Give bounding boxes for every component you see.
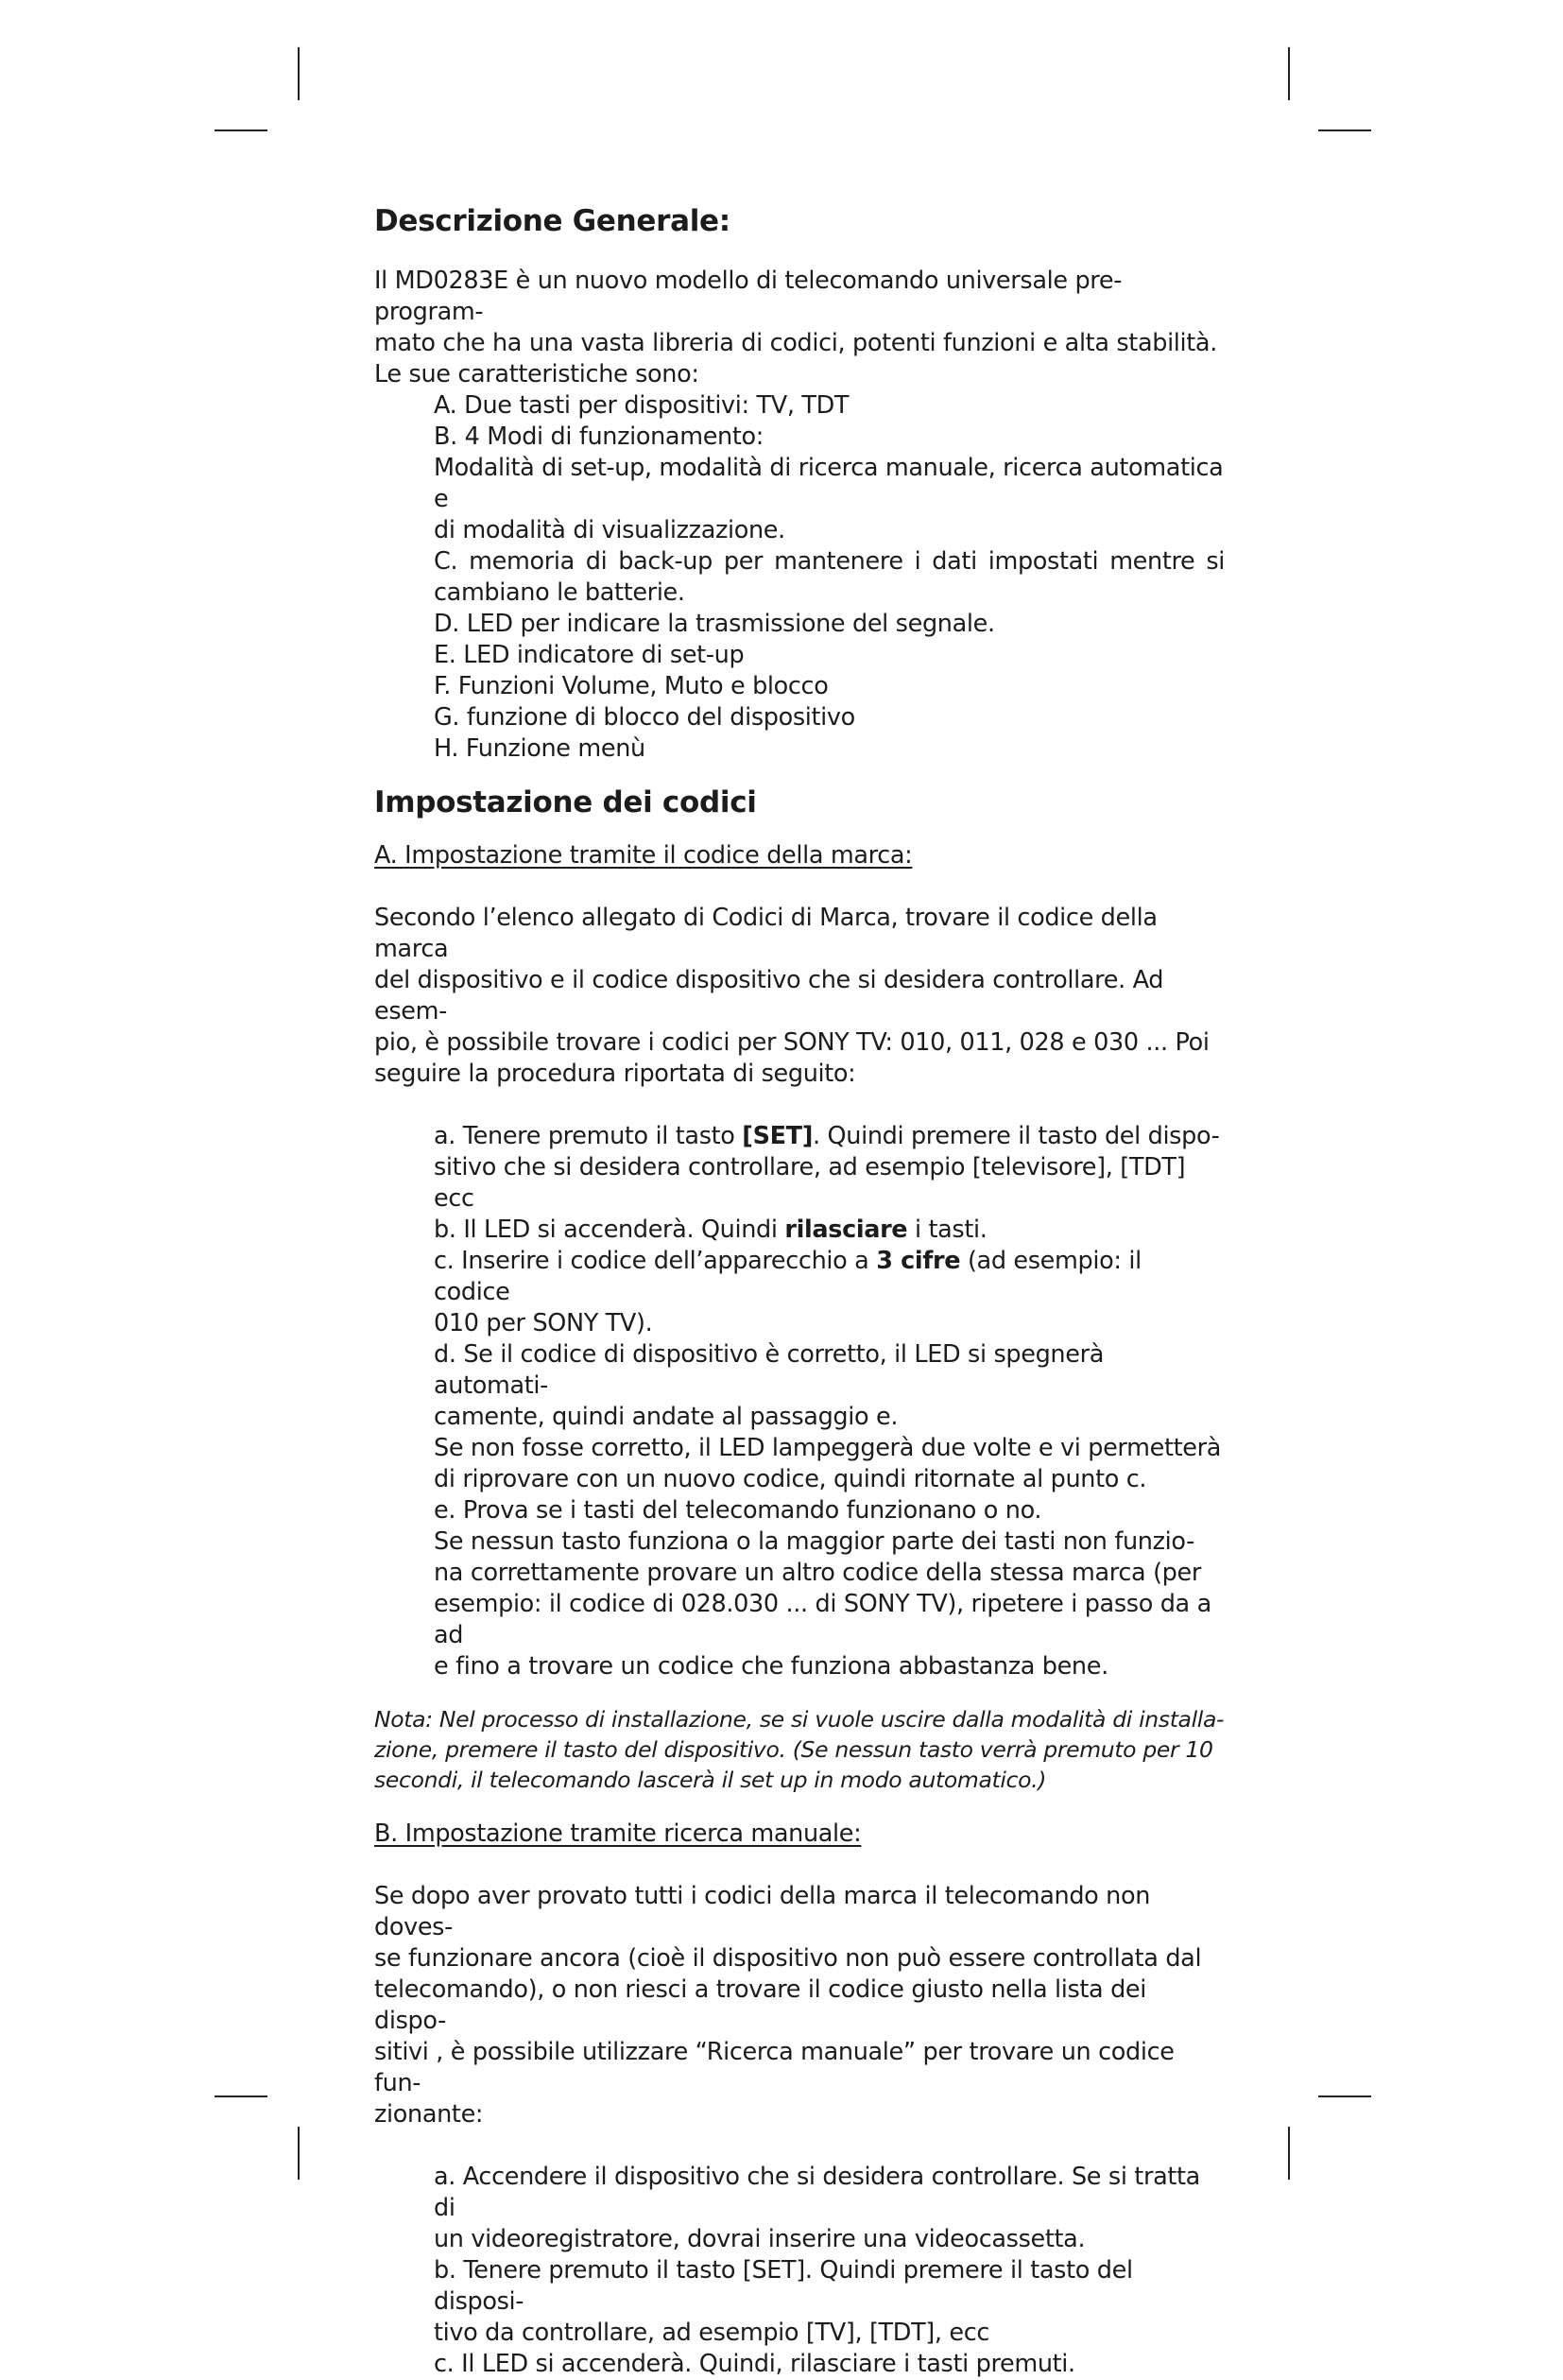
manual-search-intro	[374, 1881, 1225, 2130]
crop-mark	[215, 129, 267, 131]
step-line: a. Accendere il dispositivo che si desidera controllare. Se si tratta di	[434, 2163, 1200, 2222]
text-line: Se dopo aver provato tutti i codici della marca il telecomando non doves-	[374, 1882, 1151, 1941]
brand-code-intro	[374, 903, 1225, 1090]
set-key-label: [SET]	[742, 1122, 814, 1150]
step-line: un videoregistratore, dovrai inserire una videocassetta.	[434, 2225, 1086, 2253]
text-line: Il MD0283E è un nuovo modello di telecomando universale pre-program-	[374, 267, 1123, 326]
crop-mark	[1318, 2095, 1371, 2097]
subsection-title-manual-search: B. Impostazione tramite ricerca manuale:	[374, 1819, 862, 1848]
step-line: na correttamente provare un altro codice della stessa marca (per	[434, 1559, 1201, 1587]
crop-mark	[298, 2127, 300, 2180]
feature-item: di modalità di visualizzazione.	[434, 516, 785, 544]
feature-item: D. LED per indicare la trasmissione del segnale.	[434, 610, 995, 638]
note-line: Nota: Nel processo di installazione, se si vuole uscire dalla modalità di installa-	[374, 1706, 1225, 1733]
step-line: a. Tenere premuto il tasto [SET]. Quindi premere il tasto del dispo-	[434, 1122, 1220, 1150]
crop-mark	[298, 47, 300, 100]
feature-list	[374, 390, 1225, 765]
page-content	[374, 200, 1225, 2380]
step-line: Se non fosse corretto, il LED lampeggerà due volte e vi permetterà	[434, 1434, 1221, 1462]
feature-item: E. LED indicatore di set-up	[434, 641, 745, 669]
step-line: c. Il LED si accenderà. Quindi, rilasciare i tasti premuti.	[434, 2350, 1075, 2378]
step-line: e. Prova se i tasti del telecomando funzionano o no.	[434, 1496, 1042, 1525]
crop-mark	[1288, 2127, 1290, 2180]
text-line: mato che ha una vasta libreria di codici, potenti funzioni e alta stabilità.	[374, 329, 1217, 357]
note-line: secondi, il telecomando lascerà il set up in modo automatico.)	[374, 1767, 1047, 1793]
text-line: del dispositivo e il codice dispositivo che si desidera controllare. Ad esem-	[374, 966, 1164, 1026]
feature-item: C. memoria di back-up per mantenere i dati impostati mentre si	[434, 547, 1225, 576]
step-line: tivo da controllare, ad esempio [TV], [TDT], ecc	[434, 2319, 990, 2347]
feature-item: G. funzione di blocco del dispositivo	[434, 703, 855, 732]
step-line: Se nessun tasto funziona o la maggior parte dei tasti non funzio-	[434, 1527, 1194, 1556]
step-line: di riprovare con un nuovo codice, quindi ritornate al punto c.	[434, 1465, 1147, 1493]
step-line: sitivo che si desidera controllare, ad esempio [televisore], [TDT] ecc	[434, 1153, 1186, 1213]
step-line: 010 per SONY TV).	[434, 1309, 653, 1337]
brand-code-steps	[374, 1121, 1225, 1682]
feature-item: H. Funzione menù	[434, 734, 645, 763]
feature-item: A. Due tasti per dispositivi: TV, TDT	[434, 391, 850, 420]
manual-search-steps	[374, 2162, 1225, 2380]
text-line: Le sue caratteristiche sono:	[374, 360, 699, 388]
step-line: e fino a trovare un codice che funziona abbastanza bene.	[434, 1652, 1108, 1681]
crop-mark	[1288, 47, 1290, 100]
text-line: seguire la procedura riportata di seguito:	[374, 1060, 856, 1088]
installation-note	[374, 1704, 1225, 1795]
feature-item: F. Funzioni Volume, Muto e blocco	[434, 672, 829, 700]
text-line: Secondo l’elenco allegato di Codici di Marca, trovare il codice della marca	[374, 904, 1158, 963]
feature-item: B. 4 Modi di funzionamento:	[434, 423, 764, 451]
step-line: b. Il LED si accenderà. Quindi rilasciare i tasti.	[434, 1216, 988, 1244]
note-line: zione, premere il tasto del dispositivo. (Se nessun tasto verrà premuto per 10	[374, 1736, 1213, 1763]
section-heading-general: Descrizione Generale:	[374, 204, 730, 238]
crop-mark	[1318, 129, 1371, 131]
text-line: pio, è possibile trovare i codici per SONY TV: 010, 011, 028 e 030 ... Poi	[374, 1028, 1210, 1057]
step-line: d. Se il codice di dispositivo è corretto, il LED si spegnerà automati-	[434, 1340, 1104, 1400]
text-line: se funzionare ancora (cioè il dispositivo non può essere controllata dal	[374, 1944, 1202, 1973]
step-line: esempio: il codice di 028.030 ... di SONY TV), ripetere i passo da a ad	[434, 1590, 1211, 1649]
feature-item: Modalità di set-up, modalità di ricerca manuale, ricerca automatica e	[434, 454, 1224, 513]
general-intro	[374, 266, 1225, 390]
text-line: telecomando), o non riesci a trovare il codice giusto nella lista dei dispo-	[374, 1975, 1146, 2035]
feature-item: cambiano le batterie.	[434, 578, 685, 607]
step-line: c. Inserire i codice dell’apparecchio a 3 cifre (ad esempio: il codice	[434, 1247, 1142, 1306]
section-heading-codes: Impostazione dei codici	[374, 785, 757, 819]
subsection-title-brand-code: A. Impostazione tramite il codice della marca:	[374, 841, 913, 870]
crop-mark	[215, 2095, 267, 2097]
text-line: sitivi , è possibile utilizzare “Ricerca manuale” per trovare un codice fun-	[374, 2038, 1175, 2097]
step-line: b. Tenere premuto il tasto [SET]. Quindi premere il tasto del disposi-	[434, 2256, 1133, 2316]
text-line: zionante:	[374, 2100, 484, 2129]
step-line: camente, quindi andate al passaggio e.	[434, 1403, 899, 1431]
